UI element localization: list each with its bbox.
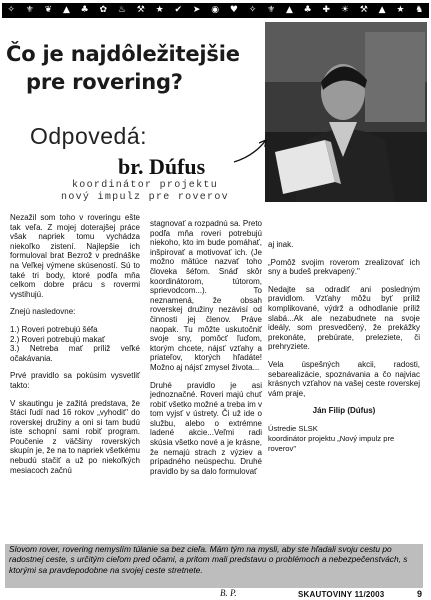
star-icon: ★ [396,5,405,15]
paragraph: Druhé pravidlo je asi jednoznačné. Roveri majú chuť robiť všetko možné a treba im v tom vyjsť v ústrety. Či už ide o službu, alebo o extrémne ladené akcie...Veľmi radi skúsia všetko nové a je krásne, že nemajú strach z výziev a prípadného neúspechu. Druhé pravidlo by sa dalo formulovať [150,380,262,476]
fleur-de-lis-icon: ⚜ [267,5,276,15]
compass-icon: ✧ [248,5,257,15]
tent-icon: ▲ [378,5,386,15]
star-icon: ★ [155,5,164,15]
fish-icon: ❦ [44,5,53,15]
campfire-icon: ♨ [117,5,126,15]
checkmark-icon: ✔ [174,5,183,15]
text-column-2 [150,219,262,484]
decorative-icon-strip [2,3,429,18]
role-line-1: koordinátor projektu [71,180,219,191]
eye-icon: ◉ [211,5,220,15]
author-name: br. Dúfus [118,154,206,179]
article-title [6,40,266,96]
shirt-icon: ✚ [322,5,331,15]
hammer-icon: ⚒ [136,5,145,15]
figure-icon: ♞ [415,5,424,15]
publication-footer: SKAUTOVINY 11/2003 [298,590,385,599]
tent-icon: ▲ [285,5,293,15]
signature: Ján Filip (Dúfus) [312,406,376,416]
answer-label: Odpovedá: [30,123,148,149]
page-number: 9 [417,589,423,599]
title-line-2: pre rovering? [26,70,183,94]
title-line-1: Čo je najdôležitejšie [6,42,240,66]
pull-quote: „Pomôž svojim roverom zrealizovať ich sny a budeš prekvapený." [268,257,420,277]
author-photo [265,22,427,202]
paragraph: Nedajte sa odradiť ani posledným pravidlom. Vzťahy môžu byť príliž komplikované, výdrž a odhodlanie príliž slabá...Ak ale nezabudnete na svoje ideály, som presvedčený, že prekážky prekonáte, prebúrate, preleziete, či prehryziete. [268,284,420,352]
fleur-de-lis-icon: ⚜ [25,5,34,15]
paragraph: stagnovať a rozpadnú sa. Preto podľa mňa roveri potrebujú niekoho, kto im bude pomáhať, inšpirovať a motivovať ich. (Je možno mätúce nazvať toho človeka šéfom. Snáď skôr koordinátorom, tútorom, sprievodcom...). To neznamená, že obsah roverskej družiny nezávisí od činnosti jej členov. Práve naopak. Tu môžte uskutočniť svoje sny, pomôcť ľuďom, ktorým chcete, nájsť vzťahy a priateľov, ktorých hľadáte! Možno aj nájsť zmysel života... [150,219,262,372]
heart-icon: ♥ [229,5,238,15]
cursor-icon: ➤ [192,5,201,15]
sun-icon: ☀ [340,5,349,15]
paragraph: Prvé pravidlo sa pokúsim vysvetliť takto: [10,371,140,390]
pointer-arrow-icon [232,132,282,166]
list-item: 1.) Roveri potrebujú šéfa [10,324,98,334]
list-item: 2.) Roveri potrebujú makať [10,334,106,344]
paragraph: aj inak. [268,240,294,249]
paragraph: V skautingu je zažitá predstava, že štáci ľudí nad 16 rokov „vyhodit" do roverskej družiny a oni si tam budú iste schopní sami robiť program. Poučenie z väčšiny roverských skupín je, že na to napriek všetkému nebudú stačiť a už po niekoľkých mesiacoch začnú [10,398,140,475]
bottom-quote: Slovom rover, rovering nemyslím túlanie sa bez cieľa. Mám tým na mysli, aby ste hľadali svoju cestu po radostnej ceste, s určitým cieľom pred očami, a pritom mali predstavu o problémoch a nebezpečenstvách, s ktorými sa pravdepodobne na svojej ceste stretnete. [9,544,408,575]
trefoil-icon: ♣ [303,5,312,15]
flower-icon: ✿ [99,5,108,15]
quote-initials: B. P. [220,588,237,598]
role-line-2: nový impulz pre roverov [61,192,229,203]
author-affiliation: Ústredie SLSK koordinátor projektu „Nový impulz pre roverov" [268,423,395,453]
tent-icon: ▲ [62,5,70,15]
list-item: 3.) Netreba mať príliž veľké očakávania. [10,344,140,363]
text-column-1 [10,213,140,483]
hammer-icon: ⚒ [359,5,368,15]
paragraph: Nezažil som toho v roveringu ešte tak veľa. Z mojej doterajšej práce však napriek tomu vychádza niekoľko zistení. Najlepšie ich formuloval brat Bezrož v prednáške na Veľkej výmene skúseností. Sú to také tri body, ktoré podľa mňa celkom dobre prácu s rovermi vystihujú. [10,213,140,299]
compass-icon: ✧ [7,5,15,15]
text-column-3 [268,240,420,454]
paragraph: Znejú nasledovne: [10,307,76,317]
paragraph: Vela úspešných akcii, radosti, sebarealizácie, spoznávania a čo najviac krásnych vzťahov na vašej ceste roverskej vám praje, [268,359,420,398]
trefoil-icon: ♣ [80,5,89,15]
author-role [30,180,260,204]
